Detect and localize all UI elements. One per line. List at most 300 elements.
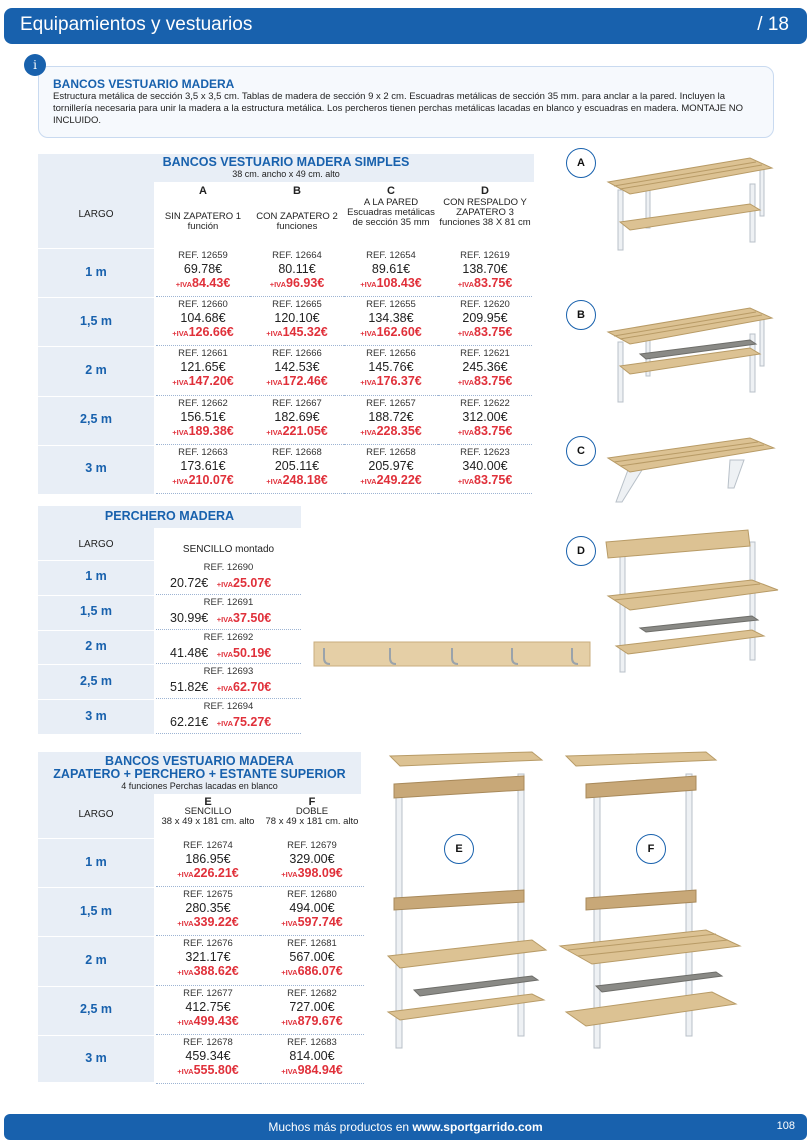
- base-price: 134.38€: [368, 311, 414, 326]
- base-price: 245.36€: [462, 360, 508, 375]
- iva-prefix: +IVA: [360, 427, 377, 437]
- ref-code: REF. 12619: [460, 250, 510, 261]
- iva-price: 162.60€: [376, 325, 422, 340]
- iva-price: 984.94€: [297, 1062, 343, 1077]
- iva-prefix: +IVA: [175, 280, 193, 289]
- iva-prefix: +IVA: [457, 280, 475, 289]
- price-cell: [156, 986, 260, 1035]
- ref-code: REF. 12623: [460, 446, 510, 458]
- iva-price-line: [438, 473, 532, 489]
- iva-price-line: [156, 866, 260, 882]
- price-cell: [260, 887, 364, 936]
- iva-price: 83.75€: [474, 325, 513, 340]
- iva-price-line: [438, 325, 532, 341]
- row-label: 2,5 m: [80, 673, 112, 688]
- price-cell: [250, 396, 344, 445]
- iva-price: 388.62€: [193, 964, 239, 979]
- perchero-price-cell: [156, 664, 301, 699]
- row-separator: [38, 936, 154, 937]
- price-cell: [438, 396, 532, 445]
- base-price: 412.75€: [185, 999, 231, 1014]
- iva-prefix: +IVA: [266, 329, 283, 339]
- ref-code: REF. 12680: [287, 889, 337, 901]
- col-letter: F: [308, 796, 316, 808]
- iva-price: 686.07€: [297, 964, 343, 979]
- iva-prefix: +IVA: [281, 870, 298, 879]
- table1-subtitle: 38 cm. ancho x 49 cm. alto: [232, 169, 340, 179]
- price-cell: [438, 297, 532, 346]
- row-separator: [38, 986, 154, 987]
- marker-f: F: [636, 834, 666, 864]
- ref-code: REF. 12661: [178, 348, 228, 360]
- ref-code: REF. 12679: [287, 840, 337, 851]
- base-price: 329.00€: [289, 852, 335, 866]
- price-cell: [438, 445, 532, 494]
- ref-code: REF. 12660: [178, 299, 228, 311]
- page-header: [4, 8, 807, 44]
- perchero-price-cell: [156, 560, 301, 595]
- page-number: 108: [776, 1120, 795, 1132]
- base-price: 280.35€: [185, 901, 231, 916]
- row-separator: [38, 297, 154, 298]
- row-separator: [38, 699, 154, 700]
- col-letter: A: [199, 185, 207, 197]
- ref-code: REF. 12664: [272, 250, 322, 261]
- col-name: DOBLE: [295, 806, 329, 817]
- row-label: 2 m: [85, 639, 107, 653]
- base-price: 727.00€: [289, 999, 335, 1014]
- iva-price: 147.20€: [188, 374, 234, 389]
- perchero-image: [314, 640, 594, 672]
- col-name: SENCILLO: [184, 806, 232, 817]
- iva-prefix: +IVA: [216, 719, 234, 729]
- iva-price: 145.32€: [282, 325, 328, 340]
- iva-price-line: [217, 680, 272, 694]
- iva-prefix: +IVA: [172, 378, 189, 388]
- base-price: 340.00€: [462, 458, 508, 473]
- ref-code: REF. 12683: [287, 1036, 337, 1048]
- ref-code: REF. 12692: [203, 631, 254, 643]
- price-cell: [344, 297, 438, 346]
- price-line: [156, 609, 301, 627]
- perchero-price-cell: [156, 595, 301, 630]
- base-price: 312.00€: [462, 409, 508, 424]
- iva-price-line: [156, 915, 260, 931]
- row-label: 1,5 m: [80, 313, 112, 328]
- col-dims: 38 x 49 x 181 cm. alto: [161, 816, 255, 827]
- iva-price-line: [217, 611, 272, 625]
- base-price: 62.21€: [170, 715, 209, 730]
- iva-price-line: [344, 473, 438, 489]
- base-price: 145.76€: [368, 360, 414, 375]
- iva-price-line: [260, 866, 364, 882]
- bench-c-image: [600, 430, 780, 510]
- base-price: 142.53€: [274, 360, 320, 375]
- footer-text: Muchos más productos en www.sportgarrido.com: [268, 1120, 543, 1134]
- info-title: BANCOS VESTUARIO MADERA: [53, 77, 235, 91]
- base-price: 51.82€: [170, 680, 209, 695]
- price-line: [156, 678, 301, 696]
- iva-price-line: [438, 374, 532, 390]
- row-label: 2 m: [85, 363, 107, 377]
- price-cell: [344, 396, 438, 445]
- iva-prefix: +IVA: [172, 476, 189, 486]
- iva-price: 83.75€: [474, 472, 513, 487]
- row-label: 1 m: [85, 264, 107, 279]
- base-price: 104.68€: [180, 311, 226, 326]
- base-price: 459.34€: [185, 1048, 231, 1063]
- table3-label-column: [38, 794, 154, 1082]
- iva-price: 83.75€: [474, 374, 513, 389]
- iva-prefix: +IVA: [281, 919, 298, 929]
- table2-largo-label: LARGO: [78, 539, 114, 550]
- base-price: 80.11€: [278, 262, 316, 276]
- price-cell: [156, 1035, 260, 1084]
- iva-prefix: +IVA: [281, 968, 298, 978]
- base-price: 494.00€: [289, 901, 335, 916]
- bench-b-image: [600, 296, 780, 406]
- iva-price-line: [250, 325, 344, 341]
- price-cell: [156, 887, 260, 936]
- iva-price-line: [344, 424, 438, 440]
- bench-a-image: [600, 148, 780, 258]
- iva-price: 221.05€: [282, 423, 328, 438]
- row-separator: [38, 595, 154, 596]
- table2-col-header: SENCILLO montado: [182, 544, 275, 555]
- ref-code: REF. 12657: [366, 397, 416, 409]
- col-desc: A LA PARED Escuadras metálicas de sección 35 mm: [347, 197, 435, 228]
- iva-prefix: +IVA: [177, 1066, 194, 1076]
- iva-price: 597.74€: [297, 915, 343, 930]
- ref-code: REF. 12691: [203, 596, 254, 608]
- row-separator: [38, 664, 154, 665]
- row-separator: [38, 248, 154, 249]
- marker-a: A: [566, 148, 596, 178]
- iva-price: 172.46€: [282, 374, 328, 389]
- base-price: 567.00€: [289, 950, 335, 965]
- iva-prefix: +IVA: [457, 378, 475, 388]
- table1-title-bar: [38, 154, 534, 182]
- iva-prefix: +IVA: [216, 684, 234, 694]
- base-price: 156.51€: [180, 409, 226, 424]
- iva-price-line: [260, 1063, 364, 1079]
- marker-d: D: [566, 536, 596, 566]
- iva-prefix: +IVA: [216, 580, 234, 589]
- iva-price: 398.09€: [297, 866, 343, 880]
- table3-col-header: [260, 797, 364, 827]
- iva-price: 176.37€: [376, 374, 422, 389]
- table1-label-column: [38, 182, 154, 494]
- row-separator: [38, 346, 154, 347]
- table3-col-header: [156, 797, 260, 827]
- col-letter: E: [204, 796, 212, 808]
- row-separator: [38, 630, 154, 631]
- base-price: 20.72€: [170, 576, 209, 590]
- iva-price-line: [250, 473, 344, 489]
- iva-prefix: +IVA: [266, 427, 283, 437]
- base-price: 120.10€: [274, 311, 320, 326]
- iva-price-line: [250, 424, 344, 440]
- ref-code: REF. 12678: [183, 1036, 233, 1048]
- price-cell: [156, 248, 250, 297]
- table3-title-bar: [38, 752, 361, 794]
- iva-price-line: [217, 646, 272, 660]
- iva-price-line: [260, 964, 364, 980]
- page-title: Equipamientos y vestuarios: [20, 14, 253, 35]
- info-box: [38, 66, 774, 138]
- marker-c: C: [566, 436, 596, 466]
- iva-prefix: +IVA: [266, 378, 283, 388]
- iva-price-line: [217, 715, 272, 729]
- iva-prefix: +IVA: [457, 427, 475, 437]
- price-cell: [250, 346, 344, 395]
- iva-prefix: +IVA: [266, 476, 283, 486]
- base-price: 205.97€: [368, 458, 414, 473]
- table1-col-header: [438, 186, 532, 228]
- ref-code: REF. 12622: [460, 397, 510, 409]
- price-cell: [156, 838, 260, 887]
- iva-price-line: [344, 374, 438, 390]
- ref-code: REF. 12654: [366, 250, 416, 261]
- col-desc: CON ZAPATERO 2 funciones: [256, 211, 338, 232]
- row-label: 2,5 m: [80, 412, 112, 427]
- col-letter: D: [481, 185, 489, 197]
- iva-price-line: [156, 964, 260, 980]
- iva-prefix: +IVA: [177, 968, 194, 978]
- iva-price-line: [438, 424, 532, 440]
- row-label: 1,5 m: [80, 903, 112, 918]
- price-cell: [344, 346, 438, 395]
- iva-price: 226.21€: [193, 866, 239, 880]
- ref-code: REF. 12694: [203, 701, 254, 713]
- iva-price-line: [438, 276, 532, 292]
- price-cell: [250, 445, 344, 494]
- row-separator: [38, 838, 154, 839]
- ref-code: REF. 12666: [272, 348, 322, 360]
- info-text: Estructura metálica de sección 3,5 x 3,5 cm. Tablas de madera de sección 9 x 2 cm. Escuadras metálicas de sección 35 mm. para anclar a la pared. Incluyen la tornillería necesaria para unir la madera a la estructura metálica. Los percheros tienen perchas metálicas lacadas en blanco y escuadras en madera. MONTAJE NO INCLUIDO.: [53, 91, 743, 126]
- iva-price: 62.70€: [233, 680, 272, 695]
- price-cell: [250, 297, 344, 346]
- base-price: 138.70€: [462, 262, 508, 276]
- iva-price-line: [260, 915, 364, 931]
- col-letter: B: [293, 185, 301, 197]
- row-label: 1 m: [85, 569, 107, 584]
- iva-price-line: [156, 325, 250, 341]
- row-label: 2 m: [85, 953, 107, 967]
- price-cell: [260, 936, 364, 985]
- table2-title: PERCHERO MADERA: [104, 509, 235, 523]
- bench-e-image: [384, 750, 549, 1055]
- iva-price: 37.50€: [233, 610, 272, 625]
- iva-price: 228.35€: [376, 423, 422, 438]
- price-cell: [250, 248, 344, 297]
- iva-price-line: [156, 1014, 260, 1030]
- iva-price: 83.75€: [474, 276, 513, 290]
- base-price: 121.65€: [180, 360, 226, 375]
- col-dims: 78 x 49 x 181 cm. alto: [265, 816, 359, 827]
- info-icon: i: [24, 54, 46, 76]
- price-cell: [438, 346, 532, 395]
- ref-code: REF. 12675: [183, 889, 233, 901]
- iva-price: 339.22€: [193, 915, 239, 930]
- iva-price-line: [250, 276, 344, 292]
- price-cell: [156, 396, 250, 445]
- iva-price: 50.19€: [233, 645, 272, 660]
- iva-price: 210.07€: [188, 472, 234, 487]
- iva-prefix: +IVA: [281, 1066, 298, 1076]
- iva-prefix: +IVA: [177, 919, 194, 929]
- ref-code: REF. 12693: [203, 666, 254, 678]
- iva-prefix: +IVA: [216, 614, 234, 624]
- base-price: 30.99€: [170, 610, 209, 625]
- price-cell: [156, 936, 260, 985]
- iva-prefix: +IVA: [172, 427, 189, 437]
- row-separator: [38, 887, 154, 888]
- base-price: 814.00€: [289, 1048, 335, 1063]
- row-separator: [38, 445, 154, 446]
- iva-price-line: [344, 276, 438, 292]
- iva-price: 189.38€: [188, 423, 234, 438]
- iva-price: 126.66€: [188, 325, 234, 340]
- page-section-number: / 18: [757, 14, 789, 35]
- marker-b: B: [566, 300, 596, 330]
- iva-price: 248.18€: [282, 472, 328, 487]
- ref-code: REF. 12656: [366, 348, 416, 360]
- ref-code: REF. 12620: [460, 299, 510, 311]
- iva-price: 555.80€: [193, 1062, 239, 1077]
- iva-price-line: [156, 1063, 260, 1079]
- iva-prefix: +IVA: [360, 476, 377, 486]
- ref-code: REF. 12655: [366, 299, 416, 311]
- price-cell: [260, 986, 364, 1035]
- table1-title: BANCOS VESTUARIO MADERA SIMPLES: [162, 155, 410, 169]
- iva-prefix: +IVA: [216, 649, 234, 659]
- row-separator: [38, 396, 154, 397]
- base-price: 182.69€: [274, 409, 320, 424]
- price-cell: [260, 1035, 364, 1084]
- iva-price: 96.93€: [286, 276, 325, 290]
- table3-title-line2: ZAPATERO + PERCHERO + ESTANTE SUPERIOR: [53, 767, 346, 781]
- row-label: 1 m: [85, 854, 107, 869]
- ref-code: REF. 12665: [272, 299, 322, 311]
- ref-code: REF. 12682: [287, 987, 337, 999]
- iva-price-line: [260, 1014, 364, 1030]
- iva-price: 75.27€: [233, 715, 272, 730]
- iva-price-line: [156, 276, 250, 292]
- base-price: 321.17€: [185, 950, 231, 965]
- page-footer: [4, 1114, 807, 1140]
- iva-price: 879.67€: [297, 1013, 343, 1028]
- row-label: 3 m: [85, 1051, 107, 1066]
- price-cell: [344, 248, 438, 297]
- iva-price: 499.43€: [193, 1013, 239, 1028]
- iva-price: 108.43€: [376, 276, 422, 290]
- row-label: 2,5 m: [80, 1002, 112, 1017]
- ref-code: REF. 12659: [178, 250, 228, 261]
- iva-prefix: +IVA: [457, 476, 475, 486]
- price-cell: [156, 445, 250, 494]
- iva-prefix: +IVA: [360, 329, 377, 339]
- col-desc: SIN ZAPATERO 1 función: [164, 211, 242, 232]
- marker-e: E: [444, 834, 474, 864]
- base-price: 209.95€: [462, 311, 508, 326]
- price-cell: [260, 838, 364, 887]
- price-cell: [156, 346, 250, 395]
- iva-price: 249.22€: [376, 472, 422, 487]
- base-price: 188.72€: [368, 409, 414, 424]
- bench-f-image: [556, 750, 746, 1055]
- table1-col-header: [344, 186, 438, 228]
- ref-code: REF. 12674: [183, 840, 233, 851]
- iva-price-line: [156, 424, 250, 440]
- base-price: 173.61€: [180, 458, 226, 473]
- table3-title-line1: BANCOS VESTUARIO MADERA: [105, 754, 294, 768]
- base-price: 186.95€: [185, 852, 231, 866]
- row-label: 3 m: [85, 461, 107, 476]
- base-price: 89.61€: [371, 262, 411, 276]
- iva-prefix: +IVA: [457, 329, 475, 339]
- row-separator: [38, 560, 154, 561]
- footer-site-link[interactable]: www.sportgarrido.com: [412, 1120, 543, 1134]
- ref-code: REF. 12621: [460, 348, 510, 360]
- row-label: 1,5 m: [80, 604, 112, 619]
- table1-largo-label: LARGO: [78, 209, 114, 220]
- iva-prefix: +IVA: [177, 870, 194, 879]
- price-cell: [156, 297, 250, 346]
- iva-price-line: [156, 473, 250, 489]
- ref-code: REF. 12662: [178, 397, 228, 409]
- iva-price-line: [344, 325, 438, 341]
- iva-price-line: [217, 576, 272, 590]
- price-cell: [438, 248, 532, 297]
- iva-prefix: +IVA: [360, 280, 377, 289]
- ref-code: REF. 12663: [178, 446, 228, 458]
- table1-col-header: [156, 186, 250, 232]
- price-cell: [344, 445, 438, 494]
- iva-prefix: +IVA: [281, 1017, 298, 1027]
- row-separator: [38, 1035, 154, 1036]
- iva-price: 25.07€: [233, 576, 272, 590]
- price-line: [156, 574, 301, 592]
- iva-price-line: [156, 374, 250, 390]
- ref-code: REF. 12668: [272, 446, 322, 458]
- base-price: 69.78€: [183, 262, 223, 276]
- ref-code: REF. 12658: [366, 446, 416, 458]
- price-line: [156, 713, 301, 731]
- table3-largo-label: LARGO: [78, 809, 114, 820]
- ref-code: REF. 12667: [272, 397, 322, 409]
- iva-price-line: [250, 374, 344, 390]
- table3-subtitle: 4 funciones Perchas lacadas en blanco: [121, 781, 278, 791]
- ref-code: REF. 12676: [183, 938, 233, 950]
- iva-price: 84.43€: [192, 276, 231, 290]
- iva-prefix: +IVA: [269, 280, 287, 289]
- table2-title-bar: [38, 506, 301, 528]
- table1-col-header: [250, 186, 344, 232]
- base-price: 205.11€: [274, 458, 320, 473]
- ref-code: REF. 12690: [203, 562, 254, 573]
- iva-prefix: +IVA: [177, 1017, 194, 1027]
- iva-prefix: +IVA: [360, 378, 377, 388]
- col-desc: CON RESPALDO Y ZAPATERO 3 funciones 38 X 81 cm: [439, 197, 531, 228]
- row-label: 3 m: [85, 708, 107, 723]
- price-line: [156, 644, 301, 662]
- col-letter: C: [387, 185, 395, 197]
- ref-code: REF. 12681: [287, 938, 337, 950]
- ref-code: REF. 12677: [183, 987, 233, 999]
- iva-price: 83.75€: [474, 423, 513, 438]
- table2-label-column: [38, 528, 154, 734]
